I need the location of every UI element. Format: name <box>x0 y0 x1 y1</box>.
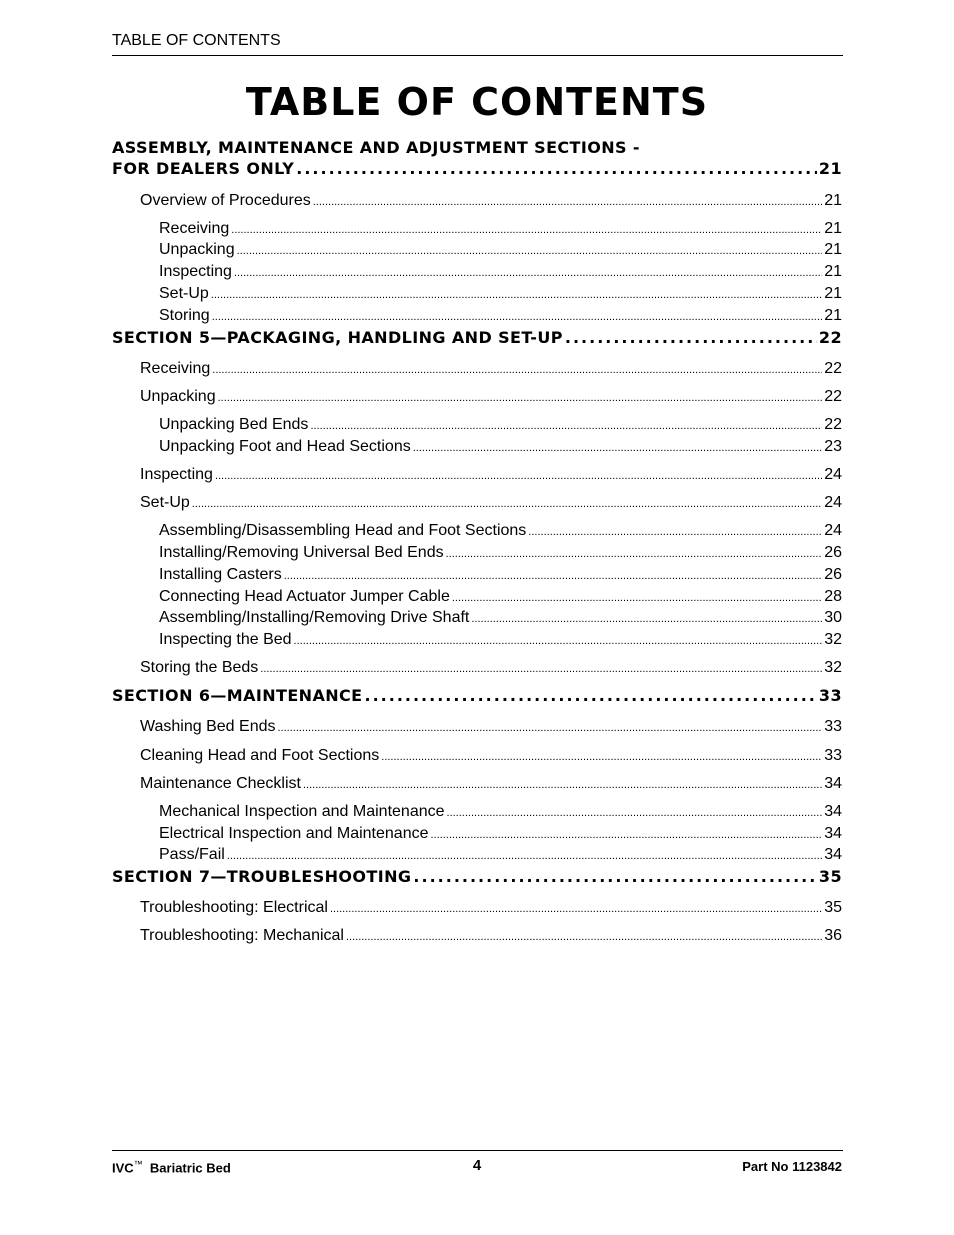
toc-page-number: 28 <box>824 588 842 605</box>
toc-page-number: 33 <box>824 718 842 735</box>
leader-dots <box>381 751 822 763</box>
toc-page-number: 21 <box>824 220 842 237</box>
leader-dots <box>284 570 822 582</box>
toc-entry[interactable] <box>140 927 842 945</box>
toc-entry[interactable] <box>140 899 842 917</box>
toc-subentry[interactable] <box>159 438 842 456</box>
toc-page-number: 34 <box>824 803 842 820</box>
toc-page-number: 30 <box>824 609 842 626</box>
toc-subentry[interactable] <box>159 241 842 259</box>
leader-dots <box>330 903 822 915</box>
leader-dots <box>431 829 823 841</box>
toc-page-number: 21 <box>824 285 842 302</box>
toc-entry-label: Cleaning Head and Foot Sections <box>140 747 380 764</box>
toc-page-number: 24 <box>824 466 842 483</box>
toc-page-number: 22 <box>824 416 842 433</box>
toc-entry[interactable] <box>140 192 842 210</box>
toc-page-number: 35 <box>818 867 842 886</box>
toc-section-heading[interactable] <box>112 686 842 705</box>
toc-page-number: 21 <box>824 192 842 209</box>
toc-entry[interactable] <box>140 718 842 736</box>
leader-dots <box>365 686 817 705</box>
toc-entry-label: Unpacking Bed Ends <box>159 416 309 433</box>
page-title: TABLE OF CONTENTS <box>245 80 709 124</box>
leader-dots <box>212 364 822 376</box>
toc-entry[interactable] <box>140 360 842 378</box>
toc-section-title: SECTION 6—MAINTENANCE <box>112 686 363 705</box>
footer-page-number: 4 <box>472 1157 482 1174</box>
toc-page-number: 33 <box>818 686 842 705</box>
toc-entry-label: Installing/Removing Universal Bed Ends <box>159 544 444 561</box>
toc-entry-label: Set-Up <box>159 285 209 302</box>
footer-rule <box>112 1150 843 1151</box>
leader-dots <box>303 779 822 791</box>
toc-entry[interactable] <box>140 466 842 484</box>
footer-part-number: Part No 1123842 <box>742 1159 842 1174</box>
leader-dots <box>528 526 822 538</box>
toc-section-heading[interactable] <box>112 159 842 178</box>
footer-product-name: Bariatric Bed <box>149 1160 231 1176</box>
leader-dots <box>237 245 823 257</box>
toc-subentry[interactable] <box>159 588 842 606</box>
leader-dots <box>446 548 823 560</box>
toc-page-number: 33 <box>824 747 842 764</box>
leader-dots <box>565 328 817 347</box>
toc-entry-label: Assembling/Installing/Removing Drive Shaft <box>159 609 470 626</box>
toc-page-number: 21 <box>824 263 842 280</box>
leader-dots <box>192 498 822 510</box>
toc-page-number: 36 <box>824 927 842 944</box>
toc-entry-label: Troubleshooting: Electrical <box>140 899 328 916</box>
toc-subentry[interactable] <box>159 803 842 821</box>
toc-entry[interactable] <box>140 494 842 512</box>
leader-dots <box>211 289 822 301</box>
leader-dots <box>310 420 822 432</box>
toc-entry-label: Maintenance Checklist <box>140 775 301 792</box>
toc-subentry[interactable] <box>159 631 842 649</box>
toc-page-number: 32 <box>824 631 842 648</box>
leader-dots <box>294 635 823 647</box>
toc-subentry[interactable] <box>159 416 842 434</box>
toc-section-heading-line1: ASSEMBLY, MAINTENANCE AND ADJUSTMENT SECTIONS - <box>112 138 640 157</box>
leader-dots <box>260 663 822 675</box>
running-header: TABLE OF CONTENTS <box>112 32 281 49</box>
leader-dots <box>447 807 823 819</box>
leader-dots <box>346 931 822 943</box>
toc-entry-label: Set-Up <box>140 494 190 511</box>
toc-page-number: 35 <box>824 899 842 916</box>
leader-dots <box>215 470 822 482</box>
toc-subentry[interactable] <box>159 566 842 584</box>
toc-entry-label: Unpacking <box>159 241 235 258</box>
toc-entry[interactable] <box>140 775 842 793</box>
toc-subentry[interactable] <box>159 220 842 238</box>
leader-dots <box>296 159 817 178</box>
toc-subentry[interactable] <box>159 825 842 843</box>
toc-subentry[interactable] <box>159 544 842 562</box>
toc-subentry[interactable] <box>159 522 842 540</box>
toc-entry-label: Inspecting the Bed <box>159 631 292 648</box>
leader-dots <box>413 867 817 886</box>
toc-entry[interactable] <box>140 388 842 406</box>
toc-page-number: 22 <box>818 328 842 347</box>
toc-section-title: SECTION 5—PACKAGING, HANDLING AND SET-UP <box>112 328 563 347</box>
toc-page-number: 22 <box>824 360 842 377</box>
toc-entry-label: Pass/Fail <box>159 846 225 863</box>
toc-entry-label: Unpacking Foot and Head Sections <box>159 438 411 455</box>
toc-page-number: 34 <box>824 775 842 792</box>
toc-section-heading[interactable] <box>112 328 842 347</box>
toc-page-number: 24 <box>824 494 842 511</box>
trademark-symbol: ™ <box>133 1159 143 1169</box>
toc-entry-label: Electrical Inspection and Maintenance <box>159 825 429 842</box>
leader-dots <box>313 196 822 208</box>
toc-page-number: 32 <box>824 659 842 676</box>
leader-dots <box>277 722 822 734</box>
toc-entry-label: Washing Bed Ends <box>140 718 276 735</box>
toc-subentry[interactable] <box>159 285 842 303</box>
toc-page-number: 23 <box>824 438 842 455</box>
leader-dots <box>452 592 822 604</box>
toc-page-number: 22 <box>824 388 842 405</box>
toc-entry-label: Storing <box>159 307 210 324</box>
toc-entry[interactable] <box>140 747 842 765</box>
toc-page-number: 21 <box>818 159 842 178</box>
toc-page-number: 34 <box>824 846 842 863</box>
toc-entry-label: Troubleshooting: Mechanical <box>140 927 344 944</box>
toc-entry-label: Installing Casters <box>159 566 282 583</box>
toc-subentry[interactable] <box>159 263 842 281</box>
toc-entry-label: Mechanical Inspection and Maintenance <box>159 803 445 820</box>
toc-entry-label: Unpacking <box>140 388 216 405</box>
toc-page-number: 24 <box>824 522 842 539</box>
toc-subentry[interactable] <box>159 846 842 864</box>
toc-entry-label: Inspecting <box>159 263 232 280</box>
leader-dots <box>231 224 822 236</box>
toc-entry-label: Receiving <box>140 360 211 377</box>
toc-page-number: 21 <box>824 307 842 324</box>
toc-entry-label: Storing the Beds <box>140 659 259 676</box>
leader-dots <box>218 392 823 404</box>
leader-dots <box>234 267 822 279</box>
toc-entry-label: Overview of Procedures <box>140 192 311 209</box>
leader-dots <box>471 613 822 625</box>
toc-page-number: 21 <box>824 241 842 258</box>
leader-dots <box>227 850 822 862</box>
header-rule <box>112 55 843 56</box>
leader-dots <box>413 442 822 454</box>
toc-entry-label: Inspecting <box>140 466 213 483</box>
toc-subentry[interactable] <box>159 307 842 325</box>
toc-entry[interactable] <box>140 659 842 677</box>
toc-page-number: 26 <box>824 566 842 583</box>
toc-entry-label: Connecting Head Actuator Jumper Cable <box>159 588 450 605</box>
leader-dots <box>212 311 823 323</box>
toc-entry-label: Receiving <box>159 220 230 237</box>
toc-section-title: FOR DEALERS ONLY <box>112 159 295 178</box>
toc-section-heading[interactable] <box>112 867 842 886</box>
toc-page-number: 26 <box>824 544 842 561</box>
footer-brand: IVC <box>112 1160 134 1176</box>
toc-page-number: 34 <box>824 825 842 842</box>
toc-subentry[interactable] <box>159 609 842 627</box>
toc-section-title: SECTION 7—TROUBLESHOOTING <box>112 867 412 886</box>
toc-entry-label: Assembling/Disassembling Head and Foot Sections <box>159 522 527 539</box>
